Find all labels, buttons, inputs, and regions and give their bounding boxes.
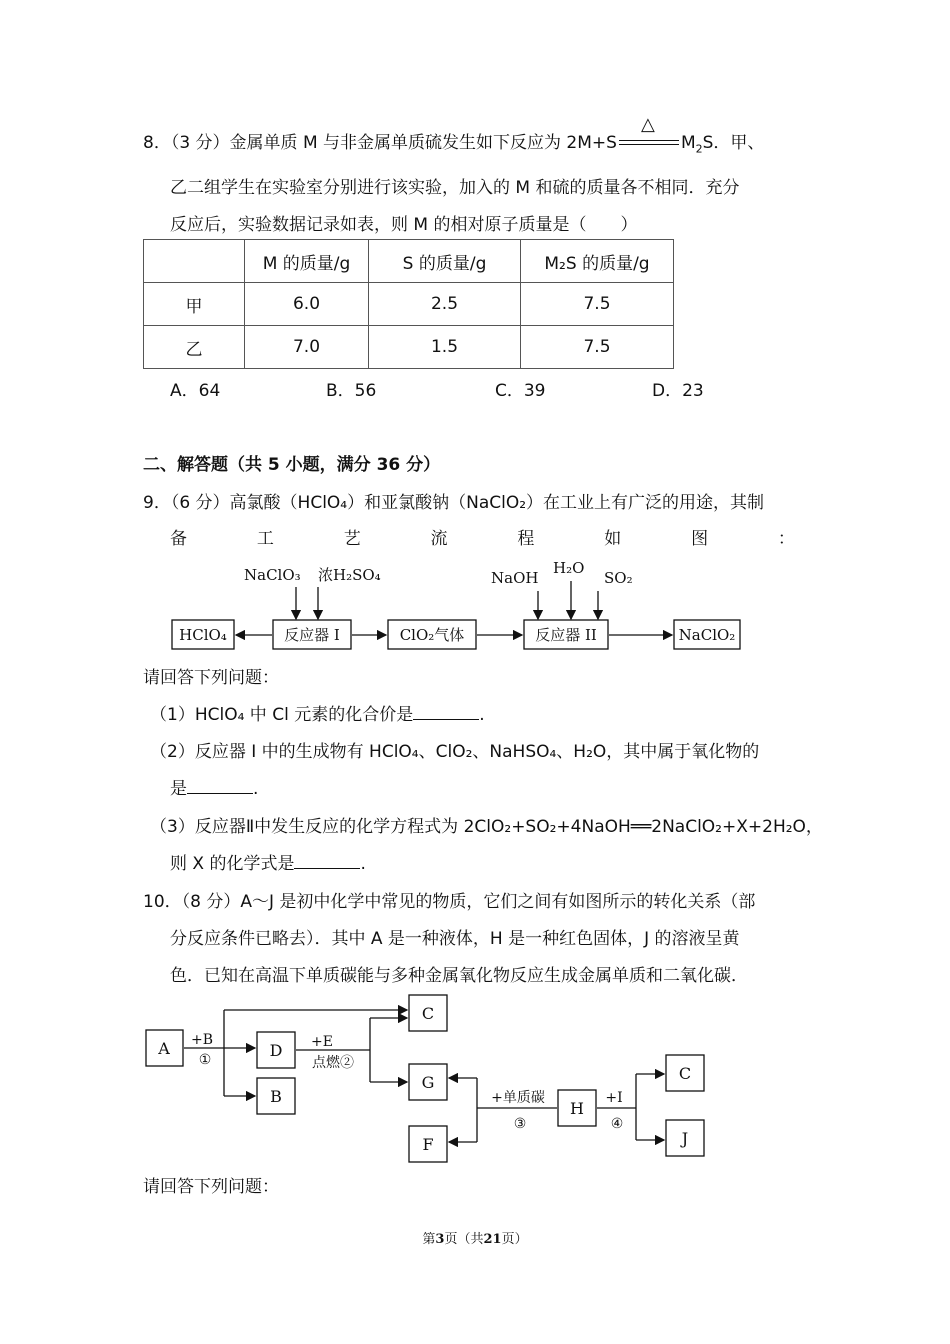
svg-text:H: H <box>570 1099 584 1118</box>
table-header-cell: M₂S 的质量/g <box>521 240 674 283</box>
heating-condition <box>617 114 681 152</box>
delta-symbol: △ <box>640 114 655 135</box>
answer-blank-1[interactable] <box>413 703 479 720</box>
svg-text:D: D <box>269 1041 283 1060</box>
q9-prompt: 请回答下列问题： <box>143 668 279 688</box>
table-header-cell: S 的质量/g <box>369 240 521 283</box>
flow-input-naclo3: NaClO₃ <box>244 566 301 584</box>
q8-data-table <box>143 239 674 369</box>
table-cell: 甲 <box>144 283 245 326</box>
page-total: 21 <box>483 1232 502 1247</box>
q9-line1: 9．（6 分）高氯酸（HClO₄）和亚氯酸钠（NaClO₂）在工业上有广泛的用途，其制 <box>143 493 765 513</box>
table-cell: 7.5 <box>521 326 674 369</box>
q8-line1: 8．（3 分）金属单质 M 与非金属单质硫发生如下反应为 2M+S △ $M_2S$．甲、 <box>143 114 765 156</box>
reaction-4-label: ④ <box>610 1116 624 1132</box>
table-cell: 乙 <box>144 326 245 369</box>
reaction-2-label: 点燃② <box>312 1055 354 1071</box>
svg-text:F: F <box>422 1135 434 1154</box>
q9-subq3b: 则 X 的化学式是 . <box>170 854 366 874</box>
q10-transformation-diagram <box>0 990 950 1170</box>
flow-input-so2: SO₂ <box>604 569 633 587</box>
q9-subq2b: 是 . <box>170 779 259 799</box>
q9-flow-diagram <box>0 555 950 660</box>
svg-text:反应器 I: 反应器 I <box>284 626 340 644</box>
svg-text:HClO₄: HClO₄ <box>179 626 227 644</box>
q10-line3: 色．已知在高温下单质碳能与多种金属氧化物反应生成金属单质和二氧化碳． <box>170 966 748 986</box>
svg-text:C: C <box>421 1004 435 1023</box>
table-row <box>144 283 674 326</box>
q10-line1: 10．（8 分）A～J 是初中化学中常见的物质，它们之间有如图所示的转化关系（部 <box>143 892 756 912</box>
q9-line2: 备 工 艺 流 程 如 图 ： <box>170 529 795 549</box>
q8-line3: 反应后，实验数据记录如表，则 M 的相对原子质量是（ ） <box>170 215 638 235</box>
q10-line2: 分反应条件已略去）．其中 A 是一种液体，H 是一种红色固体，J 的溶液呈黄 <box>170 929 740 949</box>
svg-text:C: C <box>678 1064 692 1083</box>
flow-input-h2so4: 浓H₂SO₄ <box>318 566 381 584</box>
flow-input-naoh: NaOH <box>491 569 539 587</box>
q9-subq2a: （2）反应器 I 中的生成物有 HClO₄、ClO₂、NaHSO₄、H₂O，其中属于氧化物的 <box>150 742 760 762</box>
svg-text:B: B <box>270 1087 282 1106</box>
flow-input-h2o: H₂O <box>553 559 585 577</box>
reaction-1-label: ① <box>198 1052 212 1068</box>
q9-subq1: （1）HClO₄ 中 Cl 元素的化合价是 . <box>150 705 485 725</box>
svg-text:J: J <box>681 1129 689 1148</box>
answer-blank-3[interactable] <box>294 852 360 869</box>
svg-text:A: A <box>158 1039 170 1058</box>
svg-text:NaClO₂: NaClO₂ <box>678 626 736 644</box>
option-b[interactable]: B．56 <box>326 381 377 401</box>
page-number: 3 <box>435 1232 445 1247</box>
q9-subq3a: （3）反应器Ⅱ中发生反应的化学方程式为 2ClO₂+SO₂+4NaOH══2NaClO₂+X+2H₂O， <box>150 817 823 837</box>
reaction-2-reagent: +E <box>311 1034 333 1050</box>
q8-line2: 乙二组学生在实验室分别进行该实验，加入的 M 和硫的质量各不相同．充分 <box>170 178 740 198</box>
option-d[interactable]: D．23 <box>652 381 704 401</box>
table-cell: 2.5 <box>369 283 521 326</box>
reaction-1-reagent: +B <box>190 1032 214 1048</box>
table-cell: 7.5 <box>521 283 674 326</box>
svg-text:ClO₂气体: ClO₂气体 <box>399 626 465 644</box>
table-cell: 1.5 <box>369 326 521 369</box>
page-footer: 第3页（共21页） <box>422 1232 528 1247</box>
table-row <box>144 326 674 369</box>
table-header-cell: M 的质量/g <box>245 240 369 283</box>
reaction-3-label: ③ <box>513 1116 527 1132</box>
table-header-row <box>144 240 674 283</box>
q10-prompt: 请回答下列问题： <box>143 1177 279 1197</box>
table-cell: 6.0 <box>245 283 369 326</box>
reaction-3-reagent: +单质碳 <box>491 1090 545 1106</box>
option-c[interactable]: C．39 <box>495 381 546 401</box>
option-a[interactable]: A．64 <box>170 381 221 401</box>
svg-text:反应器 II: 反应器 II <box>535 626 597 644</box>
section-heading: 二、解答题（共 5 小题，满分 36 分） <box>143 455 441 475</box>
svg-text:G: G <box>421 1073 435 1092</box>
answer-blank-2[interactable] <box>187 777 253 794</box>
reaction-4-reagent: +I <box>605 1090 623 1106</box>
table-cell: 7.0 <box>245 326 369 369</box>
table-header-cell <box>144 240 245 283</box>
